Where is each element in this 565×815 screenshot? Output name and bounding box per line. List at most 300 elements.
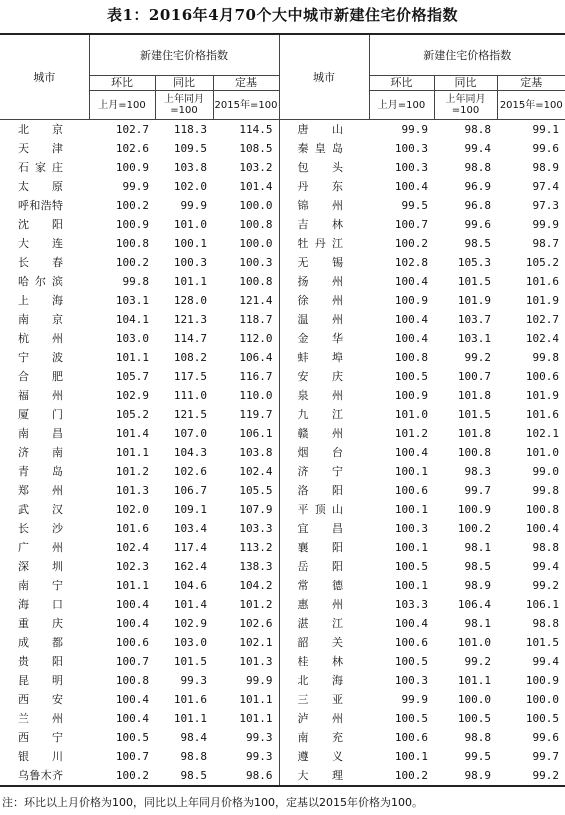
left-fixed-cell: 98.6 bbox=[213, 766, 279, 786]
left-city-cell: 郑州 bbox=[18, 484, 63, 497]
right-city-cell: 襄阳 bbox=[279, 538, 369, 557]
right-mom-cell: 100.3 bbox=[394, 161, 429, 174]
right-yoy-cell: 106.4 bbox=[457, 598, 492, 611]
left-city-cell: 青岛 bbox=[18, 465, 63, 478]
left-mom-cell: 105.2 bbox=[115, 408, 149, 421]
right-mom-cell: 100.6 bbox=[394, 484, 429, 497]
mom-header-right: 环比 bbox=[369, 76, 434, 91]
right-fixed-cell: 100.0 bbox=[525, 693, 560, 706]
left-fixed-cell: 107.9 bbox=[239, 503, 273, 516]
left-yoy-cell: 107.0 bbox=[173, 427, 207, 440]
left-city-cell: 海口 bbox=[18, 598, 63, 611]
right-fixed-cell: 100.4 bbox=[525, 522, 560, 535]
left-mom-cell: 102.6 bbox=[115, 142, 149, 155]
left-fixed-cell: 101.4 bbox=[239, 180, 273, 193]
right-fixed-cell: 100.8 bbox=[525, 503, 560, 516]
left-yoy-cell: 103.4 bbox=[173, 522, 207, 535]
right-mom-cell: 101.0 bbox=[394, 408, 429, 421]
right-city-cell: 韶关 bbox=[279, 633, 369, 652]
left-yoy-cell: 109.1 bbox=[173, 503, 207, 516]
right-mom-cell: 100.9 bbox=[394, 294, 429, 307]
right-mom-cell: 100.4 bbox=[394, 332, 429, 345]
right-mom-cell: 99.5 bbox=[401, 199, 429, 212]
table-row bbox=[0, 766, 565, 786]
left-fixed-cell: 103.8 bbox=[239, 446, 273, 459]
mom-base-right: 上月=100 bbox=[369, 91, 434, 120]
left-city-cell: 西安 bbox=[18, 693, 63, 706]
left-fixed-cell: 112.0 bbox=[239, 332, 273, 345]
left-city-cell: 长春 bbox=[18, 256, 63, 269]
table-row bbox=[0, 196, 565, 215]
right-yoy-cell: 99.2 bbox=[464, 655, 492, 668]
mom-header-left: 环比 bbox=[89, 76, 155, 91]
left-fixed-cell: 102.6 bbox=[239, 617, 273, 630]
right-yoy-cell: 99.7 bbox=[464, 484, 492, 497]
fixed-base-left bbox=[213, 91, 279, 120]
left-yoy-cell: 103.0 bbox=[173, 636, 207, 649]
left-fixed-cell: 114.5 bbox=[239, 123, 273, 136]
left-fixed-cell: 105.5 bbox=[239, 484, 273, 497]
table-row bbox=[0, 291, 565, 310]
left-fixed-cell: 101.1 bbox=[239, 693, 273, 706]
left-yoy-cell: 98.5 bbox=[155, 766, 213, 786]
left-city-cell: 银川 bbox=[18, 750, 63, 763]
left-fixed-cell: 118.7 bbox=[239, 313, 273, 326]
right-fixed-cell: 99.1 bbox=[532, 123, 560, 136]
table-row bbox=[0, 139, 565, 158]
right-city-cell: 烟台 bbox=[279, 443, 369, 462]
right-yoy-cell: 100.9 bbox=[457, 503, 492, 516]
right-yoy-cell: 105.3 bbox=[457, 256, 492, 269]
right-fixed-cell: 99.8 bbox=[532, 484, 560, 497]
left-city-cell: 太原 bbox=[18, 180, 63, 193]
left-yoy-cell: 102.9 bbox=[173, 617, 207, 630]
left-city-cell: 兰州 bbox=[18, 712, 63, 725]
index-group-header-left: 新建住宅价格指数 bbox=[89, 34, 279, 76]
right-city-cell: 三亚 bbox=[279, 690, 369, 709]
right-mom-cell: 99.9 bbox=[401, 693, 429, 706]
right-yoy-cell: 100.0 bbox=[457, 693, 492, 706]
left-city-cell: 南昌 bbox=[18, 427, 63, 440]
left-yoy-cell: 104.3 bbox=[173, 446, 207, 459]
left-yoy-cell: 108.2 bbox=[173, 351, 207, 364]
table-row bbox=[0, 481, 565, 500]
left-fixed-cell: 99.9 bbox=[246, 674, 273, 687]
left-city-cell: 济南 bbox=[18, 446, 63, 459]
left-yoy-cell: 98.8 bbox=[180, 750, 207, 763]
right-city-cell: 锦州 bbox=[279, 196, 369, 215]
left-yoy-cell: 101.0 bbox=[173, 218, 207, 231]
right-fixed-cell: 98.7 bbox=[532, 237, 560, 250]
left-yoy-cell: 102.6 bbox=[173, 465, 207, 478]
table-row bbox=[0, 633, 565, 652]
left-mom-cell: 104.1 bbox=[115, 313, 149, 326]
left-city-cell: 贵阳 bbox=[18, 655, 63, 668]
right-yoy-cell: 96.8 bbox=[464, 199, 492, 212]
right-yoy-cell: 98.9 bbox=[434, 766, 497, 786]
right-fixed-cell: 102.1 bbox=[525, 427, 560, 440]
table-row bbox=[0, 519, 565, 538]
right-fixed-cell: 101.9 bbox=[525, 294, 560, 307]
right-city-cell: 岳阳 bbox=[279, 557, 369, 576]
right-city-cell: 惠州 bbox=[279, 595, 369, 614]
right-yoy-cell: 100.7 bbox=[457, 370, 492, 383]
table-row bbox=[0, 386, 565, 405]
price-index-table bbox=[0, 33, 565, 787]
left-mom-cell: 102.0 bbox=[115, 503, 149, 516]
right-yoy-cell: 101.8 bbox=[457, 389, 492, 402]
left-mom-cell: 100.6 bbox=[115, 636, 149, 649]
right-mom-cell: 100.8 bbox=[394, 351, 429, 364]
left-yoy-cell: 121.3 bbox=[173, 313, 207, 326]
right-mom-cell: 100.3 bbox=[394, 142, 429, 155]
left-yoy-cell: 101.6 bbox=[173, 693, 207, 706]
table-row bbox=[0, 215, 565, 234]
right-yoy-cell: 101.0 bbox=[457, 636, 492, 649]
right-yoy-cell: 101.9 bbox=[457, 294, 492, 307]
left-mom-cell: 100.4 bbox=[115, 617, 149, 630]
right-mom-cell: 100.4 bbox=[394, 617, 429, 630]
fixed-header-right: 定基 bbox=[497, 76, 565, 91]
right-fixed-cell: 99.7 bbox=[532, 750, 560, 763]
right-yoy-cell: 96.9 bbox=[464, 180, 492, 193]
right-mom-cell: 100.5 bbox=[394, 370, 429, 383]
right-yoy-cell: 98.8 bbox=[464, 123, 492, 136]
right-mom-cell: 100.4 bbox=[394, 180, 429, 193]
left-mom-cell: 105.7 bbox=[115, 370, 149, 383]
left-yoy-cell: 101.4 bbox=[173, 598, 207, 611]
right-city-cell: 济宁 bbox=[279, 462, 369, 481]
left-city-cell: 天津 bbox=[18, 142, 63, 155]
left-fixed-cell: 102.1 bbox=[239, 636, 273, 649]
yoy-base-right bbox=[434, 91, 497, 120]
left-fixed-cell: 116.7 bbox=[239, 370, 273, 383]
right-yoy-cell: 101.1 bbox=[457, 674, 492, 687]
right-yoy-cell: 98.5 bbox=[464, 237, 492, 250]
left-fixed-cell: 101.3 bbox=[239, 655, 273, 668]
city-header-left: 城市 bbox=[0, 34, 89, 120]
right-city-cell: 徐州 bbox=[279, 291, 369, 310]
right-mom-cell: 100.1 bbox=[394, 750, 429, 763]
right-mom-cell: 100.5 bbox=[394, 655, 429, 668]
left-yoy-cell: 121.5 bbox=[173, 408, 207, 421]
left-city-cell: 合肥 bbox=[18, 370, 63, 383]
right-fixed-cell: 99.4 bbox=[532, 655, 560, 668]
left-city-cell: 福州 bbox=[18, 389, 63, 402]
table-row bbox=[0, 462, 565, 481]
right-fixed-cell: 102.4 bbox=[525, 332, 560, 345]
left-mom-cell: 99.9 bbox=[122, 180, 149, 193]
right-yoy-cell: 101.5 bbox=[457, 275, 492, 288]
right-fixed-cell: 101.5 bbox=[525, 636, 560, 649]
right-mom-cell: 100.3 bbox=[394, 674, 429, 687]
table-row bbox=[0, 614, 565, 633]
left-mom-cell: 101.2 bbox=[115, 465, 149, 478]
fixed-base-text: 2015年=100 bbox=[499, 99, 563, 111]
table-row bbox=[0, 348, 565, 367]
left-yoy-cell: 103.8 bbox=[173, 161, 207, 174]
right-fixed-cell: 100.9 bbox=[525, 674, 560, 687]
table-row bbox=[0, 557, 565, 576]
right-mom-cell: 100.4 bbox=[394, 446, 429, 459]
right-city-cell: 秦皇岛 bbox=[279, 139, 369, 158]
right-yoy-cell: 103.7 bbox=[457, 313, 492, 326]
right-fixed-cell: 102.7 bbox=[525, 313, 560, 326]
left-city-cell: 西宁 bbox=[18, 731, 63, 744]
right-mom-cell: 101.2 bbox=[394, 427, 429, 440]
left-mom-cell: 102.7 bbox=[115, 123, 149, 136]
right-fixed-cell: 98.8 bbox=[532, 617, 560, 630]
right-city-cell: 包头 bbox=[279, 158, 369, 177]
right-city-cell: 金华 bbox=[279, 329, 369, 348]
left-yoy-cell: 162.4 bbox=[173, 560, 207, 573]
left-fixed-cell: 103.2 bbox=[239, 161, 273, 174]
right-mom-cell: 102.8 bbox=[394, 256, 429, 269]
right-mom-cell: 99.9 bbox=[401, 123, 429, 136]
left-mom-cell: 103.0 bbox=[115, 332, 149, 345]
right-city-cell: 常德 bbox=[279, 576, 369, 595]
yoy-base-text: 上年同月=100 bbox=[164, 94, 204, 116]
mom-base-left: 上月=100 bbox=[89, 91, 155, 120]
right-fixed-cell: 97.3 bbox=[532, 199, 560, 212]
table-title: 表1：2016年4月70个大中城市新建住宅价格指数 bbox=[107, 6, 458, 24]
left-mom-cell: 101.4 bbox=[115, 427, 149, 440]
right-fixed-cell: 99.8 bbox=[532, 351, 560, 364]
right-city-cell: 泸州 bbox=[279, 709, 369, 728]
right-yoy-cell: 100.5 bbox=[457, 712, 492, 725]
left-mom-cell: 101.3 bbox=[115, 484, 149, 497]
left-city-cell: 乌鲁木齐 bbox=[0, 766, 89, 786]
left-fixed-cell: 106.1 bbox=[239, 427, 273, 440]
left-mom-cell: 100.2 bbox=[89, 766, 155, 786]
right-yoy-cell: 98.9 bbox=[464, 579, 492, 592]
table-row bbox=[0, 310, 565, 329]
left-city-cell: 重庆 bbox=[18, 617, 63, 630]
right-city-cell: 赣州 bbox=[279, 424, 369, 443]
left-mom-cell: 101.1 bbox=[115, 446, 149, 459]
right-yoy-cell: 103.1 bbox=[457, 332, 492, 345]
left-yoy-cell: 111.0 bbox=[173, 389, 207, 402]
right-mom-cell: 100.1 bbox=[394, 541, 429, 554]
right-mom-cell: 100.1 bbox=[394, 579, 429, 592]
right-fixed-cell: 99.0 bbox=[532, 465, 560, 478]
fixed-base-text: 2015年=100 bbox=[214, 99, 278, 111]
table-row bbox=[0, 424, 565, 443]
right-city-cell: 温州 bbox=[279, 310, 369, 329]
right-mom-cell: 100.6 bbox=[394, 636, 429, 649]
right-yoy-cell: 99.2 bbox=[464, 351, 492, 364]
right-fixed-cell: 101.6 bbox=[525, 408, 560, 421]
left-fixed-cell: 99.3 bbox=[246, 750, 273, 763]
left-fixed-cell: 119.7 bbox=[239, 408, 273, 421]
left-fixed-cell: 138.3 bbox=[239, 560, 273, 573]
right-yoy-cell: 98.3 bbox=[464, 465, 492, 478]
right-fixed-cell: 100.5 bbox=[525, 712, 560, 725]
right-city-cell: 蚌埠 bbox=[279, 348, 369, 367]
left-fixed-cell: 100.0 bbox=[239, 199, 273, 212]
table-row bbox=[0, 329, 565, 348]
table-row bbox=[0, 177, 565, 196]
left-yoy-cell: 101.1 bbox=[173, 712, 207, 725]
table-row bbox=[0, 747, 565, 766]
right-city-cell: 泉州 bbox=[279, 386, 369, 405]
left-mom-cell: 102.9 bbox=[115, 389, 149, 402]
left-mom-cell: 100.5 bbox=[115, 731, 149, 744]
right-yoy-cell: 101.8 bbox=[457, 427, 492, 440]
left-yoy-cell: 106.7 bbox=[173, 484, 207, 497]
left-mom-cell: 100.4 bbox=[115, 712, 149, 725]
left-city-cell: 呼和浩特 bbox=[18, 199, 63, 212]
left-city-cell: 南京 bbox=[18, 313, 63, 326]
left-yoy-cell: 117.5 bbox=[173, 370, 207, 383]
left-yoy-cell: 104.6 bbox=[173, 579, 207, 592]
yoy-header-right: 同比 bbox=[434, 76, 497, 91]
right-yoy-cell: 100.8 bbox=[457, 446, 492, 459]
left-fixed-cell: 100.8 bbox=[239, 218, 273, 231]
right-city-cell: 牡丹江 bbox=[279, 234, 369, 253]
left-mom-cell: 100.9 bbox=[115, 218, 149, 231]
left-yoy-cell: 100.1 bbox=[173, 237, 207, 250]
right-fixed-cell: 101.0 bbox=[525, 446, 560, 459]
table-row bbox=[0, 576, 565, 595]
left-mom-cell: 102.3 bbox=[115, 560, 149, 573]
left-fixed-cell: 99.3 bbox=[246, 731, 273, 744]
left-city-cell: 长沙 bbox=[18, 522, 63, 535]
yoy-base-text: 上年同月=100 bbox=[445, 94, 486, 116]
left-yoy-cell: 102.0 bbox=[173, 180, 207, 193]
table-row bbox=[0, 728, 565, 747]
left-yoy-cell: 128.0 bbox=[173, 294, 207, 307]
right-city-cell: 吉林 bbox=[279, 215, 369, 234]
right-city-cell: 平顶山 bbox=[279, 500, 369, 519]
left-mom-cell: 100.4 bbox=[115, 598, 149, 611]
yoy-header-left: 同比 bbox=[155, 76, 213, 91]
left-fixed-cell: 100.8 bbox=[239, 275, 273, 288]
table-body bbox=[0, 120, 565, 787]
left-yoy-cell: 100.3 bbox=[173, 256, 207, 269]
table-row bbox=[0, 272, 565, 291]
left-mom-cell: 100.7 bbox=[115, 655, 149, 668]
left-fixed-cell: 108.5 bbox=[239, 142, 273, 155]
right-mom-cell: 103.3 bbox=[394, 598, 429, 611]
right-city-cell: 宜昌 bbox=[279, 519, 369, 538]
right-city-cell: 安庆 bbox=[279, 367, 369, 386]
left-fixed-cell: 101.2 bbox=[239, 598, 273, 611]
table-row bbox=[0, 671, 565, 690]
left-yoy-cell: 101.1 bbox=[173, 275, 207, 288]
left-yoy-cell: 98.4 bbox=[180, 731, 207, 744]
left-city-cell: 厦门 bbox=[18, 408, 63, 421]
table-row bbox=[0, 367, 565, 386]
right-fixed-cell: 98.9 bbox=[532, 161, 560, 174]
right-mom-cell: 100.2 bbox=[369, 766, 434, 786]
table-row bbox=[0, 500, 565, 519]
right-fixed-cell: 99.9 bbox=[532, 218, 560, 231]
table-row bbox=[0, 120, 565, 140]
left-city-cell: 北京 bbox=[18, 123, 63, 136]
right-mom-cell: 100.6 bbox=[394, 731, 429, 744]
right-yoy-cell: 98.1 bbox=[464, 541, 492, 554]
left-fixed-cell: 103.3 bbox=[239, 522, 273, 535]
right-fixed-cell: 98.8 bbox=[532, 541, 560, 554]
left-city-cell: 宁波 bbox=[18, 351, 63, 364]
right-fixed-cell: 99.6 bbox=[532, 142, 560, 155]
table-row bbox=[0, 538, 565, 557]
table-row bbox=[0, 443, 565, 462]
left-city-cell: 沈阳 bbox=[18, 218, 63, 231]
right-mom-cell: 100.1 bbox=[394, 465, 429, 478]
right-city-cell: 唐山 bbox=[279, 120, 369, 140]
table-row bbox=[0, 405, 565, 424]
left-fixed-cell: 100.0 bbox=[239, 237, 273, 250]
left-yoy-cell: 99.3 bbox=[180, 674, 207, 687]
left-yoy-cell: 109.5 bbox=[173, 142, 207, 155]
table-row bbox=[0, 690, 565, 709]
left-city-cell: 广州 bbox=[18, 541, 63, 554]
right-yoy-cell: 101.5 bbox=[457, 408, 492, 421]
right-fixed-cell: 99.2 bbox=[532, 579, 560, 592]
left-fixed-cell: 113.2 bbox=[239, 541, 273, 554]
left-yoy-cell: 118.3 bbox=[173, 123, 207, 136]
right-fixed-cell: 100.6 bbox=[525, 370, 560, 383]
right-yoy-cell: 99.5 bbox=[464, 750, 492, 763]
right-mom-cell: 100.3 bbox=[394, 522, 429, 535]
table-row bbox=[0, 253, 565, 272]
right-yoy-cell: 98.8 bbox=[464, 161, 492, 174]
left-mom-cell: 103.1 bbox=[115, 294, 149, 307]
left-city-cell: 大连 bbox=[18, 237, 63, 250]
fixed-header-left: 定基 bbox=[213, 76, 279, 91]
right-city-cell: 北海 bbox=[279, 671, 369, 690]
left-yoy-cell: 117.4 bbox=[173, 541, 207, 554]
left-mom-cell: 100.2 bbox=[115, 256, 149, 269]
right-city-cell: 湛江 bbox=[279, 614, 369, 633]
left-mom-cell: 100.7 bbox=[115, 750, 149, 763]
right-mom-cell: 100.1 bbox=[394, 503, 429, 516]
left-city-cell: 石家庄 bbox=[18, 161, 63, 174]
right-city-cell: 遵义 bbox=[279, 747, 369, 766]
table-row bbox=[0, 709, 565, 728]
right-city-cell: 大理 bbox=[279, 766, 369, 786]
left-fixed-cell: 104.2 bbox=[239, 579, 273, 592]
right-mom-cell: 100.5 bbox=[394, 560, 429, 573]
left-yoy-cell: 101.5 bbox=[173, 655, 207, 668]
right-mom-cell: 100.4 bbox=[394, 275, 429, 288]
city-header-right: 城市 bbox=[279, 34, 369, 120]
left-mom-cell: 100.8 bbox=[115, 237, 149, 250]
right-fixed-cell: 106.1 bbox=[525, 598, 560, 611]
right-fixed-cell: 97.4 bbox=[532, 180, 560, 193]
right-mom-cell: 100.9 bbox=[394, 389, 429, 402]
left-mom-cell: 100.9 bbox=[115, 161, 149, 174]
right-yoy-cell: 100.2 bbox=[457, 522, 492, 535]
left-city-cell: 南宁 bbox=[18, 579, 63, 592]
left-city-cell: 哈尔滨 bbox=[18, 275, 63, 288]
footnote: 注：环比以上月价格为100，同比以上年同月价格为100，定基以2015年价格为100。 bbox=[2, 796, 423, 809]
right-fixed-cell: 101.9 bbox=[525, 389, 560, 402]
right-fixed-cell: 99.4 bbox=[532, 560, 560, 573]
left-fixed-cell: 101.1 bbox=[239, 712, 273, 725]
left-fixed-cell: 110.0 bbox=[239, 389, 273, 402]
left-fixed-cell: 102.4 bbox=[239, 465, 273, 478]
left-mom-cell: 100.2 bbox=[115, 199, 149, 212]
table-row bbox=[0, 234, 565, 253]
left-mom-cell: 99.8 bbox=[122, 275, 149, 288]
right-city-cell: 洛阳 bbox=[279, 481, 369, 500]
right-city-cell: 桂林 bbox=[279, 652, 369, 671]
left-city-cell: 武汉 bbox=[18, 503, 63, 516]
right-fixed-cell: 99.6 bbox=[532, 731, 560, 744]
